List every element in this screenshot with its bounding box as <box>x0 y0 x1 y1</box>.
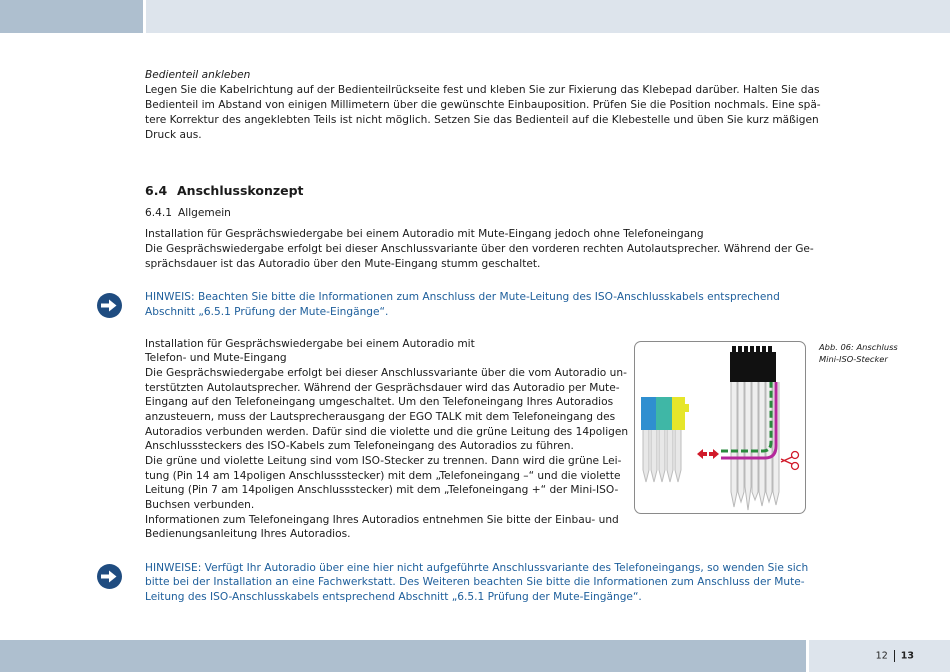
mini-iso-wires <box>643 430 681 482</box>
current-page-number: 13 <box>900 650 914 662</box>
connector-illustration <box>635 342 805 513</box>
variant2-line: Die Gesprächswiedergabe erfolgt bei dieser Anschlussvariante über die vom Autoradio un- <box>145 367 627 379</box>
variant2-line: anzusteuern, muss der Lautsprecherausgang der EGO TALK mit dem Telefoneingang des <box>145 411 616 423</box>
variant2-line: terstützten Autolautsprecher. Während der Gesprächsdauer wird das Autoradio per Mute- <box>145 382 620 394</box>
note2-label: HINWEISE: <box>145 562 202 574</box>
section-title: Anschlusskonzept <box>177 183 304 198</box>
figure-caption <box>819 342 898 365</box>
header-band-right <box>146 0 950 33</box>
scissors-icon <box>781 452 799 470</box>
note-arrow-icon <box>97 293 122 318</box>
note1-line-2: Abschnitt „6.5.1 Prüfung der Mute-Eingänge“. <box>145 306 389 318</box>
page-number <box>876 650 914 662</box>
subsection-title-attach: Bedienteil ankleben <box>145 69 251 81</box>
caption-line: Abb. 06: Anschluss <box>819 342 898 352</box>
previous-page-number: 12 <box>875 650 888 662</box>
variant1-title: Installation für Gesprächswiedergabe bei einem Autoradio mit Mute-Eingang jedoch ohne Telefoneingang <box>145 228 704 240</box>
page-separator <box>894 650 895 662</box>
variant2-line: Die grüne und violette Leitung sind vom ISO-Stecker zu trennen. Dann wird die grüne Lei- <box>145 455 622 467</box>
section-heading-6-4 <box>145 183 304 198</box>
note2-text: Verfügt Ihr Autoradio über eine hier nicht aufgeführte Anschlussvariante des Telefoneingangs, so wenden Sie sich <box>204 562 809 574</box>
variant1-line: sprächsdauer ist das Autoradio über den Mute-Eingang stumm geschaltet. <box>145 258 541 270</box>
note2-line-1 <box>145 561 808 576</box>
note2-line-3: Leitung des ISO-Anschlusskabels entsprechend Abschnitt „6.5.1 Prüfung der Mute-Eingänge“. <box>145 591 642 603</box>
variant2-title-line: Telefon- und Mute-Eingang <box>145 352 287 364</box>
subsection-title: Allgemein <box>178 207 231 219</box>
section-heading-6-4-1 <box>145 207 231 219</box>
note1-text: Beachten Sie bitte die Informationen zum Anschluss der Mute-Leitung des ISO-Anschlusskabels entsprechend <box>197 291 780 303</box>
variant2-line: Bedienungsanleitung Ihres Autoradios. <box>145 528 351 540</box>
iso-14pin-connector <box>730 346 776 382</box>
note1-line-1 <box>145 290 780 305</box>
variant2-line: Buchsen verbunden. <box>145 499 255 511</box>
mini-iso-yellow-block <box>672 397 685 430</box>
note2-line-2: bitte bei der Installation an eine Fachwerkstatt. Des Weiteren beachten Sie bitte die Informationen zum Anschluss der Mute- <box>145 576 805 588</box>
footer-band-left <box>0 640 806 672</box>
note-arrow-icon <box>97 564 122 589</box>
section-number: 6.4 <box>145 183 168 198</box>
attach-paragraph-line: Bedienteil im Abstand von einigen Millimetern über die gewünschte Einbauposition. Prüfen Sie die Position nochmals. Eine spä- <box>145 99 821 111</box>
mini-iso-blue-block <box>641 397 656 430</box>
mini-iso-teal-block <box>656 397 672 430</box>
variant2-line: Leitung (Pin 7 am 14poligen Anschlussstecker) mit dem „Telefoneingang +“ der Mini-ISO- <box>145 484 619 496</box>
variant1-line: Die Gesprächswiedergabe erfolgt bei dieser Anschlussvariante über den vorderen rechten Autolautsprecher. Während der Ge- <box>145 243 814 255</box>
attach-paragraph-line: Druck aus. <box>145 129 202 141</box>
subsection-number: 6.4.1 <box>145 207 172 219</box>
header-band-left <box>0 0 143 33</box>
red-arrows <box>697 449 719 459</box>
attach-paragraph-line: tere Korrektur des angeklebten Teils ist nicht möglich. Setzen Sie das Bedienteil auf die Klebestelle und üben Sie kurz mäßigen <box>145 114 819 126</box>
variant2-line: Informationen zum Telefoneingang Ihres Autoradios entnehmen Sie bitte der Einbau- und <box>145 514 619 526</box>
variant2-line: Eingang auf den Telefoneingang umgeschaltet. Um den Telefoneingang Ihres Autoradios <box>145 396 614 408</box>
figure-mini-iso-connector <box>634 341 806 514</box>
caption-line: Mini-ISO-Stecker <box>819 353 888 364</box>
variant2-title-line: Installation für Gesprächswiedergabe bei einem Autoradio mit <box>145 338 475 350</box>
variant2-line: Anschlusssteckers des ISO-Kabels zum Telefoneingang des Autoradios zu führen. <box>145 440 574 452</box>
variant2-line: Autoradios verbunden werden. Dafür sind die violette und die grüne Leitung des 14poligen <box>145 426 629 438</box>
variant2-line: tung (Pin 14 am 14poligen Anschlussstecker) mit dem „Telefoneingang –“ und die violette <box>145 470 621 482</box>
note1-label: HINWEIS: <box>145 291 195 303</box>
attach-paragraph-line: Legen Sie die Kabelrichtung auf der Bedienteilrückseite fest und kleben Sie zur Fixierung das Klebepad darüber. Halten Sie das <box>145 84 820 96</box>
